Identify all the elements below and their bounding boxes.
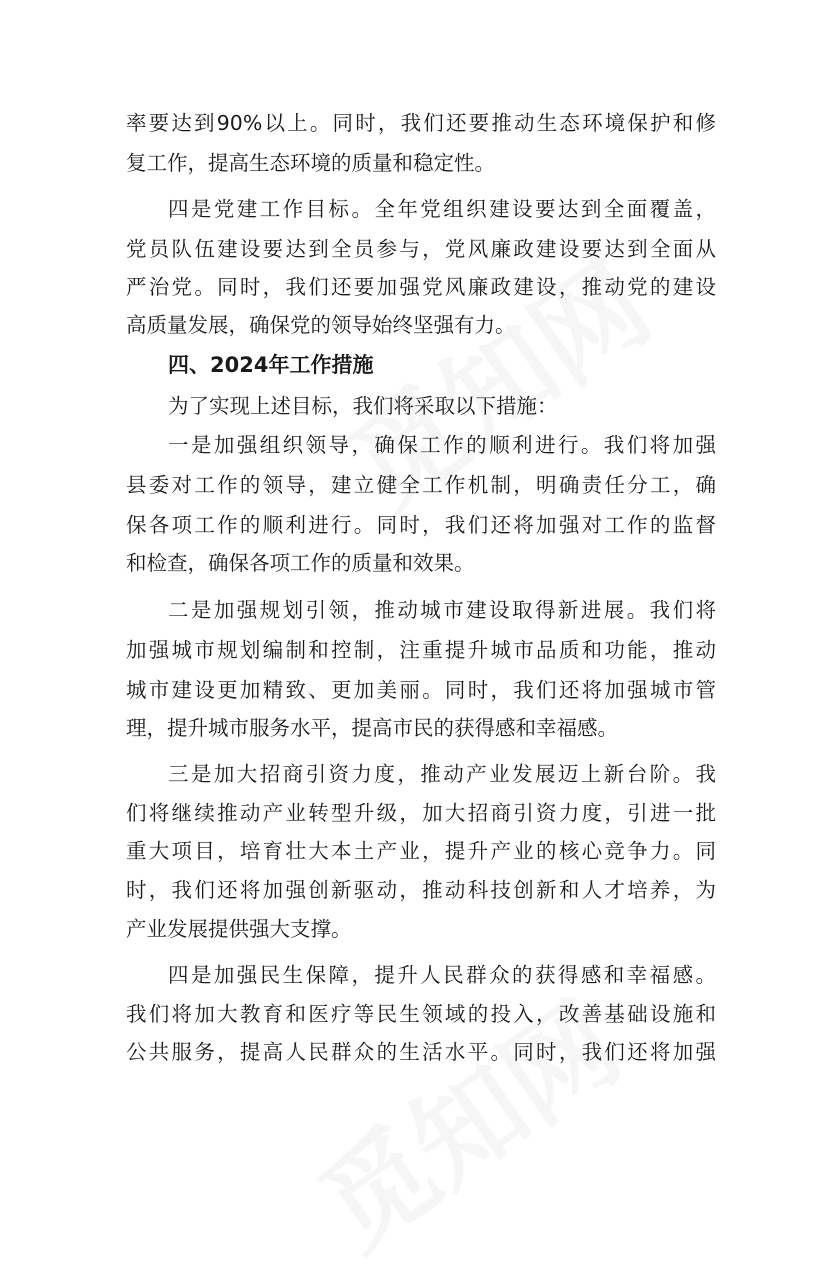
- text-line: 高质量发展，确保党的领导始终坚强有力。: [126, 313, 516, 337]
- text-line: 产业发展提供强大支撑。: [126, 917, 352, 941]
- text-line: 城市建设更加精致、更加美丽。同时，我们还将加强城市管: [126, 678, 716, 702]
- text-line: 重大项目，培育壮大本土产业，提升产业的核心竞争力。同: [126, 839, 716, 863]
- text-line: 二是加强规划引领，推动城市建设取得新进展。我们将: [168, 598, 716, 622]
- text-line: 为了实现上述目标，我们将采取以下措施：: [168, 394, 558, 418]
- text-line: 们将继续推动产业转型升级，加大招商引资力度，引进一批: [126, 801, 716, 825]
- text-line: 率要达到90%以上。同时，我们还要推动生态环境保护和修: [126, 111, 716, 135]
- text-line: 加强城市规划编制和控制，注重提升城市品质和功能，推动: [126, 638, 716, 662]
- text-line: 四是党建工作目标。全年党组织建设要达到全面覆盖，: [168, 197, 716, 221]
- section-heading: 四、2024年工作措施: [168, 353, 374, 377]
- text-line: 公共服务，提高人民群众的生活水平。同时，我们还将加强: [126, 1040, 716, 1064]
- text-line: 和检查，确保各项工作的质量和效果。: [126, 551, 475, 575]
- text-line: 时，我们还将加强创新驱动，推动科技创新和人才培养，为: [126, 878, 716, 902]
- text-line: 复工作，提高生态环境的质量和稳定性。: [126, 151, 495, 175]
- text-line: 我们将加大教育和医疗等民生领域的投入，改善基础设施和: [126, 1002, 716, 1026]
- text-line: 三是加大招商引资力度，推动产业发展迈上新台阶。我: [168, 762, 716, 786]
- text-line: 党员队伍建设要达到全员参与，党风廉政建设要达到全面从: [126, 237, 716, 261]
- text-line: 县委对工作的领导，建立健全工作机制，明确责任分工，确: [126, 473, 716, 497]
- text-line: 四是加强民生保障，提升人民群众的获得感和幸福感。: [168, 963, 716, 987]
- text-line: 理，提升城市服务水平，提高市民的获得感和幸福感。: [126, 716, 618, 740]
- text-line: 一是加强组织领导，确保工作的顺利进行。我们将加强: [168, 433, 716, 457]
- text-line: 保各项工作的顺利进行。同时，我们还将加强对工作的监督: [126, 513, 716, 537]
- text-line: 严治党。同时，我们还要加强党风廉政建设，推动党的建设: [126, 275, 716, 299]
